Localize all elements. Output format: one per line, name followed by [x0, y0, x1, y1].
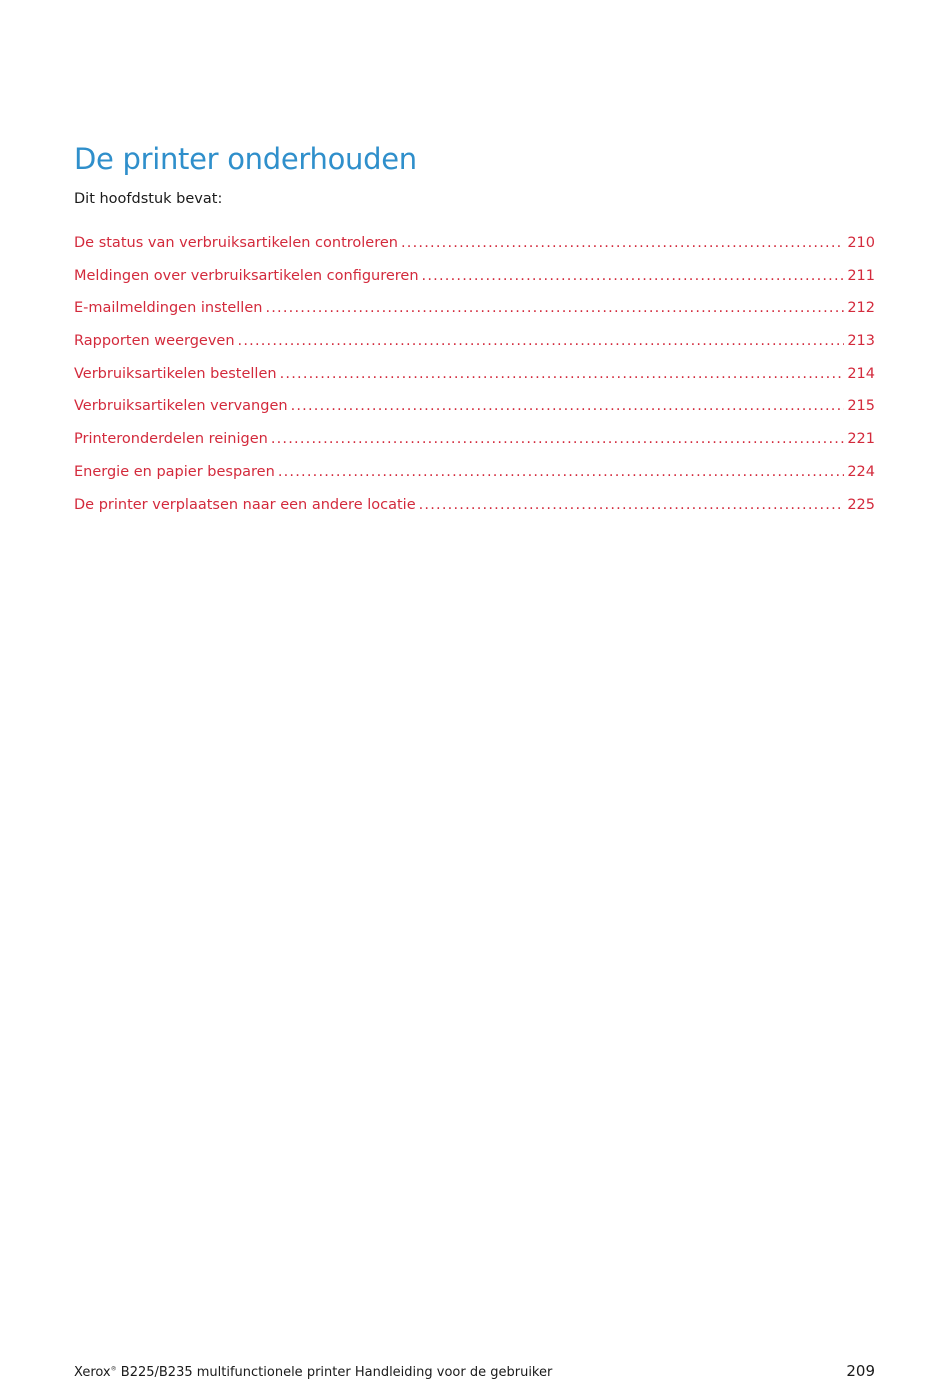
chapter-intro: Dit hoofdstuk bevat: — [74, 191, 223, 207]
footer-page-number: 209 — [846, 1362, 875, 1380]
toc-entry-order-supplies[interactable] — [74, 363, 875, 396]
toc-entry-page: 211 — [847, 267, 875, 284]
table-of-contents — [74, 232, 875, 526]
toc-entry-label: De printer verplaatsen naar een andere locatie — [74, 496, 416, 513]
page-title: De printer onderhouden — [74, 142, 417, 176]
toc-dot-leader — [265, 297, 844, 319]
toc-entry-label: Energie en papier besparen — [74, 463, 275, 480]
toc-entry-clean-printer-parts[interactable] — [74, 428, 875, 461]
toc-dot-leader — [419, 494, 845, 516]
toc-entry-page: 212 — [847, 300, 875, 317]
footer-brand-name: Xerox — [74, 1365, 111, 1380]
toc-entry-page: 214 — [847, 365, 875, 382]
toc-entry-page: 215 — [847, 398, 875, 415]
toc-dot-leader — [422, 265, 845, 287]
toc-entry-replace-supplies[interactable] — [74, 395, 875, 428]
page-footer — [74, 1362, 875, 1380]
toc-entry-save-energy-paper[interactable] — [74, 461, 875, 494]
footer-product-text: B225/B235 multifunctionele printer Handleiding voor de gebruiker — [116, 1365, 553, 1380]
toc-entry-label: Verbruiksartikelen vervangen — [74, 398, 288, 415]
toc-entry-page: 225 — [847, 496, 875, 513]
toc-entry-label: Meldingen over verbruiksartikelen configureren — [74, 267, 419, 284]
toc-dot-leader — [401, 232, 844, 254]
toc-dot-leader — [238, 330, 845, 352]
toc-entry-label: E-mailmeldingen instellen — [74, 300, 263, 317]
toc-dot-leader — [271, 428, 845, 450]
toc-entry-page: 210 — [847, 235, 875, 251]
toc-dot-leader — [280, 363, 845, 385]
toc-entry-email-alerts[interactable] — [74, 297, 875, 330]
toc-entry-configure-supply-notifications[interactable] — [74, 265, 875, 298]
toc-entry-label: Rapporten weergeven — [74, 333, 235, 350]
toc-entry-check-supplies-status[interactable] — [74, 232, 875, 265]
toc-entry-label: Verbruiksartikelen bestellen — [74, 365, 277, 382]
trademark-symbol: ® — [110, 1365, 117, 1373]
toc-entry-move-printer[interactable] — [74, 494, 875, 527]
toc-entry-page: 213 — [847, 333, 875, 350]
toc-entry-label: De status van verbruiksartikelen controleren — [74, 235, 398, 251]
toc-entry-view-reports[interactable] — [74, 330, 875, 363]
toc-entry-label: Printeronderdelen reinigen — [74, 431, 268, 448]
toc-entry-page: 221 — [847, 431, 875, 448]
toc-dot-leader — [278, 461, 845, 483]
toc-dot-leader — [291, 395, 845, 417]
toc-entry-page: 224 — [847, 463, 875, 480]
footer-product-title — [74, 1365, 552, 1380]
